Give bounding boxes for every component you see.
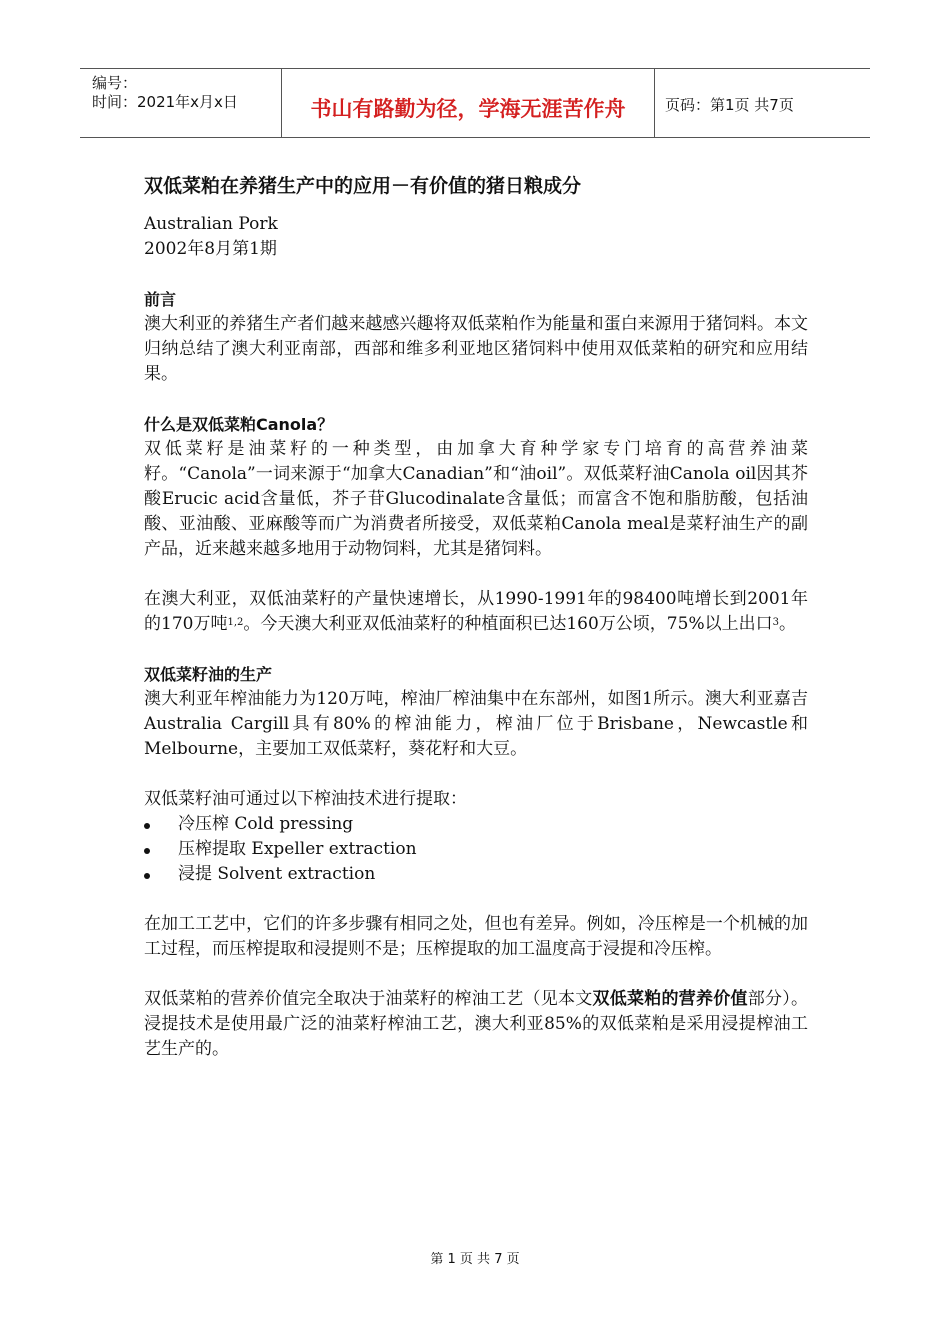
preface-heading: 前言 xyxy=(144,290,177,309)
reference-sup-1: 1,2 xyxy=(227,617,244,628)
article-body xyxy=(144,172,808,1062)
reference-sup-2: 3 xyxy=(772,617,779,628)
header-motto-cell xyxy=(281,69,655,137)
extraction-intro: 双低菜籽油可通过以下榨油技术进行提取： xyxy=(144,789,467,809)
header-motto: 书山有路勤为径，学海无涯苦作舟 xyxy=(310,97,626,121)
production-text-3: 。 xyxy=(778,614,796,634)
production-paragraph xyxy=(144,587,808,637)
oil-production-paragraph: 澳大利亚年榨油能力为120万吨，榨油厂榨油集中在东部州，如图1所示。澳大利亚嘉吉Australia Cargill具有80%的榨油能力，榨油厂位于Brisbane，Newcastle和Melbourne，主要加工双低菜籽，葵花籽和大豆。 xyxy=(144,689,808,759)
article-issue: 2002年8月第1期 xyxy=(144,239,277,259)
extraction-method-expeller: 压榨提取 Expeller extraction xyxy=(178,839,417,859)
list-item xyxy=(144,837,808,862)
bullet-icon xyxy=(144,848,150,854)
extraction-methods-list xyxy=(144,812,808,887)
list-item xyxy=(144,812,808,837)
canola-paragraph: 双低菜籽是油菜籽的一种类型，由加拿大育种学家专门培育的高营养油菜籽。“Canola”一词来源于“加拿大Canadian”和“油oil”。双低菜籽油Canola oil因其芥酸Erucic acid含量低，芥子苷Glucodinalate含量低；而富含不饱和脂肪酸，包括油酸、亚油酸、亚麻酸等而广为消费者所接受，双低菜粕Canola meal是菜籽油生产的副产品，近来越来越多地用于动物饲料，尤其是猪饲料。 xyxy=(144,439,808,559)
nutrition-text-2: 部分）。浸提技术是使用最广泛的油菜籽榨油工艺，澳大利亚85%的双低菜粕是采用浸提榨油工艺生产的。 xyxy=(144,989,808,1059)
canola-heading: 什么是双低菜粕Canola？ xyxy=(144,415,334,434)
nutrition-paragraph xyxy=(144,987,808,1062)
production-text-2: 。今天澳大利亚双低油菜籽的种植面积已达160万公顷，75%以上出口 xyxy=(243,614,773,634)
header-table xyxy=(80,68,870,138)
oil-production-heading: 双低菜籽油的生产 xyxy=(144,665,273,684)
extraction-method-cold-pressing: 冷压榨 Cold pressing xyxy=(178,814,354,834)
preface-paragraph: 澳大利亚的养猪生产者们越来越感兴趣将双低菜粕作为能量和蛋白来源用于猪饲料。本文归纳总结了澳大利亚南部，西部和维多利亚地区猪饲料中使用双低菜粕的研究和应用结果。 xyxy=(144,314,808,384)
bullet-icon xyxy=(144,873,150,879)
nutrition-text-1: 双低菜粕的营养价值完全取决于油菜籽的榨油工艺（见本文 xyxy=(144,989,593,1009)
document-number-label: 编号： xyxy=(92,74,138,92)
extraction-method-solvent: 浸提 Solvent extraction xyxy=(178,864,376,884)
nutrition-section-reference: 双低菜粕的营养价值 xyxy=(592,989,748,1009)
article-source: Australian Pork xyxy=(144,214,278,234)
bullet-icon xyxy=(144,823,150,829)
production-text-1: 在澳大利亚，双低油菜籽的产量快速增长，从1990-1991年的98400吨增长到2001年的170万吨 xyxy=(144,589,808,634)
process-paragraph: 在加工工艺中，它们的许多步骤有相同之处，但也有差异。例如，冷压榨是一个机械的加工过程，而压榨提取和浸提则不是；压榨提取的加工温度高于浸提和冷压榨。 xyxy=(144,914,808,959)
article-title: 双低菜粕在养猪生产中的应用－有价值的猪日粮成分 xyxy=(144,175,582,197)
header-info-cell xyxy=(80,69,280,137)
document-time-label: 时间：2021年x月x日 xyxy=(92,93,238,111)
header-page-label: 页码：第1页 共7页 xyxy=(665,96,794,114)
page-footer: 第 1 页 共 7 页 xyxy=(430,1252,520,1267)
list-item xyxy=(144,862,808,887)
header-page-cell xyxy=(655,69,870,137)
